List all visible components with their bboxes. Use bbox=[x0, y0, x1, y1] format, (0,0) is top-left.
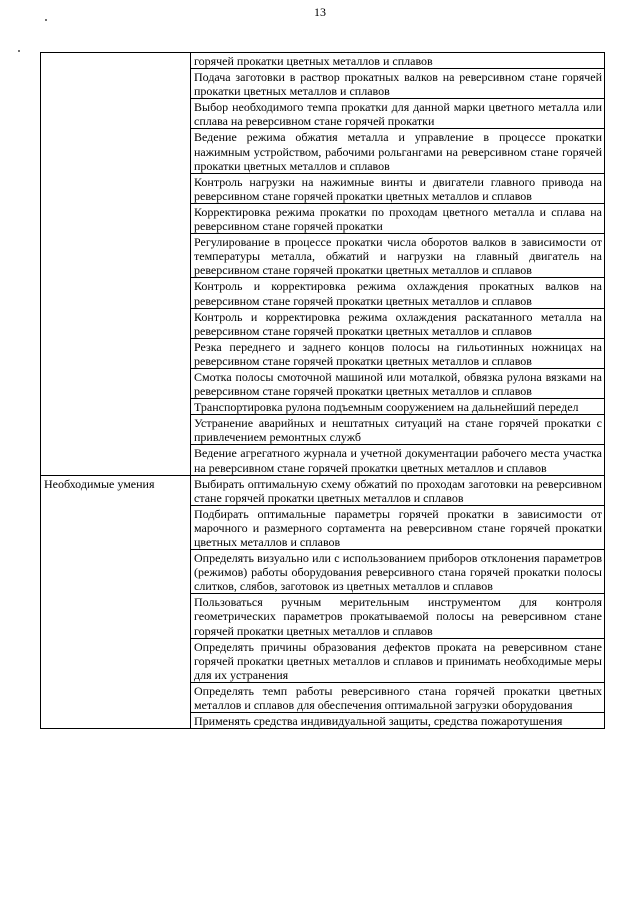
scan-speck bbox=[18, 50, 20, 52]
section-label-cell: Необходимые умения bbox=[41, 475, 191, 729]
table-row bbox=[41, 53, 605, 69]
table-cell: горячей прокатки цветных металлов и сплавов bbox=[191, 53, 605, 69]
table-cell: Пользоваться ручным мерительным инструментом для контроля геометрических параметров прокатываемой полосы на реверсивном стане горячей прокатки цветных металлов и сплавов bbox=[191, 594, 605, 638]
table-cell: Смотка полосы смоточной машиной или моталкой, обвязка рулона вязками на реверсивном стане горячей прокатки цветных металлов и сплавов bbox=[191, 368, 605, 398]
table-cell: Ведение агрегатного журнала и учетной документации рабочего места участка на реверсивном стане горячей прокатки цветных металлов и сплавов bbox=[191, 445, 605, 475]
table-cell: Выбирать оптимальную схему обжатий по проходам заготовки на реверсивном стане горячей прокатки цветных металлов и сплавов bbox=[191, 475, 605, 505]
table-row bbox=[41, 475, 605, 505]
table-cell: Регулирование в процессе прокатки числа оборотов валков в зависимости от температуры металла, обжатий и нагрузки на главный двигатель на реверсивном стане горячей прокатки цветных металлов и сплавов bbox=[191, 234, 605, 278]
table-cell: Подача заготовки в раствор прокатных валков на реверсивном стане горячей прокатки цветных металлов и сплавов bbox=[191, 69, 605, 99]
table-cell: Определять визуально или с использованием приборов отклонения параметров (режимов) работы оборудования реверсивного стана горячей прокатки полосы слитков, слябов, заготовок из цветных металлов и сплавов bbox=[191, 550, 605, 594]
table-cell: Транспортировка рулона подъемным сооружением на дальнейший передел bbox=[191, 399, 605, 415]
table-cell: Ведение режима обжатия металла и управление в процессе прокатки нажимным устройством, рабочими рольгангами на реверсивном стане горячей прокатки цветных металлов и сплавов bbox=[191, 129, 605, 173]
table-cell: Устранение аварийных и нештатных ситуаций на стане горячей прокатки с привлечением ремонтных служб bbox=[191, 415, 605, 445]
table-cell: Контроль и корректировка режима охлаждения прокатных валков на реверсивном стане горячей прокатки цветных металлов и сплавов bbox=[191, 278, 605, 308]
table-cell: Контроль и корректировка режима охлаждения раскатанного металла на реверсивном стане горячей прокатки цветных металлов и сплавов bbox=[191, 308, 605, 338]
requirements-table bbox=[40, 52, 605, 729]
table-cell: Резка переднего и заднего концов полосы на гильотинных ножницах на реверсивном стане горячей прокатки цветных металлов и сплавов bbox=[191, 338, 605, 368]
table-cell: Определять темп работы реверсивного стана горячей прокатки цветных металлов и сплавов для обеспечения оптимальной загрузки оборудования bbox=[191, 682, 605, 712]
page-number: 13 bbox=[314, 5, 326, 19]
table-cell: Определять причины образования дефектов проката на реверсивном стане горячей прокатки цветных металлов и сплавов и принимать необходимые меры для их устранения bbox=[191, 638, 605, 682]
scan-speck bbox=[45, 19, 47, 21]
table-cell: Подбирать оптимальные параметры горячей прокатки в зависимости от марочного и размерного сортамента на реверсивном стане горячей прокатки цветных металлов и сплавов bbox=[191, 505, 605, 549]
table-cell: Контроль нагрузки на нажимные винты и двигатели главного привода на реверсивном стане горячей прокатки цветных металлов и сплавов bbox=[191, 173, 605, 203]
table-cell: Корректировка режима прокатки по проходам цветного металла и сплава на реверсивном стане горячей прокатки bbox=[191, 203, 605, 233]
table-cell: Применять средства индивидуальной защиты, средства пожаротушения bbox=[191, 713, 605, 729]
table-cell: Выбор необходимого темпа прокатки для данной марки цветного металла или сплава на реверсивном стане горячей прокатки bbox=[191, 99, 605, 129]
section-label-cell bbox=[41, 53, 191, 476]
